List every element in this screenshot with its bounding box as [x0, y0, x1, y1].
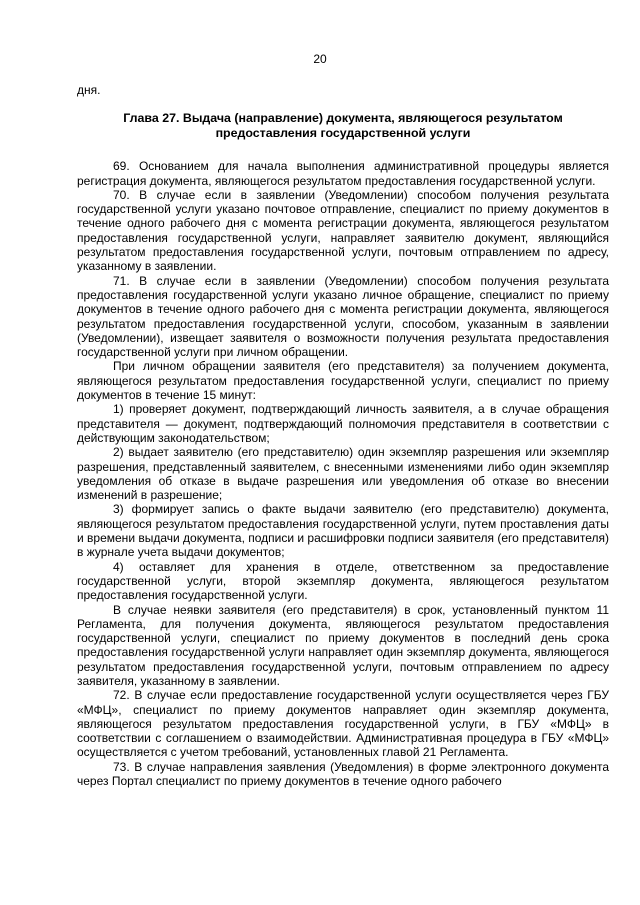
paragraph-no-show: В случае неявки заявителя (его представителя) в срок, установленный пунктом 11 Регламента, для получения документа, являющегося результатом предоставления государственной услуги, специалист по приему документов в последний день срока предоставления государственной услуги направляет один экземпляр документа, являющегося результатом предоставления государственной услуги, почтовым отправлением по адресу заявителя, указанному в заявлении.	[77, 602, 609, 688]
list-item-2: 2) выдает заявителю (его представителю) один экземпляр разрешения или экземпляр разрешения, представленный заявителем, с внесенными изменениями либо один экземпляр уведомления об отказе в выдаче разрешения или уведомления об отказе во внесении изменений в разрешение;	[77, 445, 609, 503]
list-item-1: 1) проверяет документ, подтверждающий личность заявителя, а в случае обращения представителя — документ, подтверждающий полномочия представителя в соответствии с действующим законодательством;	[77, 402, 609, 445]
paragraph-73: 73. В случае направления заявления (Уведомления) в форме электронного документа через Портал специалист по приему документов в течение одного рабочего	[77, 759, 609, 789]
paragraph-71: 71. В случае если в заявлении (Уведомлении) способом получения результата предоставления государственной услуги указано личное обращение, специалист по приему документов в течение одного рабочего дня с момента регистрации документа, являющегося результатом предоставления государственной услуги, способом, указанным в заявлении (Уведомлении), извещает заявителя о возможности получения результата предоставления государственной услуги при личном обращении.	[77, 273, 609, 360]
list-item-4: 4) оставляет для хранения в отделе, ответственном за предоставление государственной услуги, второй экземпляр документа, являющегося результатом предоставления государственной услуги.	[77, 559, 609, 603]
chapter-heading: Глава 27. Выдача (направление) документа, являющегося результатом предоставления государственной услуги	[123, 111, 563, 141]
list-item-3: 3) формирует запись о факте выдачи заявителю (его представителю) документа, являющегося результатом предоставления государственной услуги, путем проставления даты и времени выдачи документа, подписи и расшифровки подписи заявителя (его представителя) в журнале учета выдачи документов;	[77, 502, 609, 560]
paragraph-69: 69. Основанием для начала выполнения административной процедуры является регистрация документа, являющегося результатом предоставления государственной услуги.	[77, 159, 609, 188]
paragraph-personal-appeal: При личном обращении заявителя (его представителя) за получением документа, являющегося результатом предоставления государственной услуги, специалист по приему документов в течение 15 минут:	[77, 359, 609, 403]
document-body	[77, 83, 609, 788]
paragraph-70: 70. В случае если в заявлении (Уведомлении) способом получения результата государственной услуги указано почтовое отправление, специалист по приему документов в течение одного рабочего дня с момента регистрации документа, являющегося результатом предоставления государственной услуги, направляет заявителю документ, являющийся результатом предоставления государственной услуги, почтовым отправлением по адресу, указанному в заявлении.	[77, 187, 609, 274]
paragraph-72: 72. В случае если предоставление государственной услуги осуществляется через ГБУ «МФЦ», специалист по приему документов направляет один экземпляр документа, являющегося результатом предоставления государственной услуги, в ГБУ «МФЦ» в соответствии с соглашением о взаимодействии. Административная процедура в ГБУ «МФЦ» осуществляется с учетом требований, установленных главой 21 Регламента.	[77, 688, 609, 760]
page-number: 20	[313, 52, 327, 66]
paragraph-continuation: дня.	[77, 83, 101, 97]
